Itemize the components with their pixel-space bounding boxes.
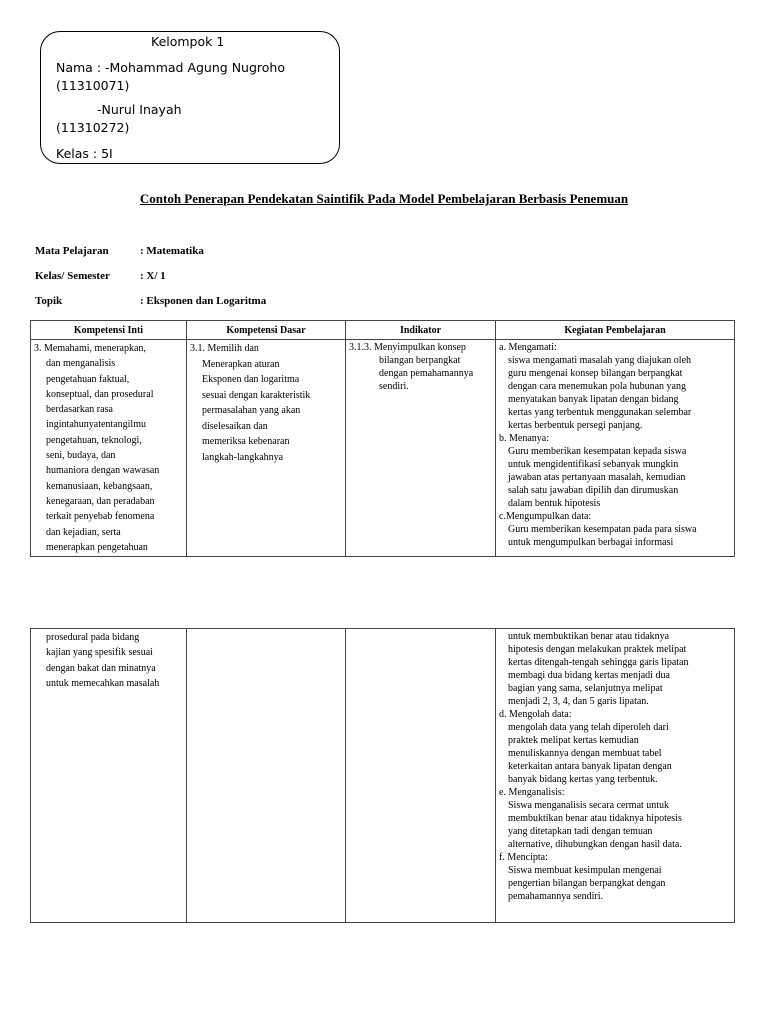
step-line: pemahamannya sendiri. xyxy=(508,891,603,902)
kompetensi-dasar-cell xyxy=(187,629,346,923)
member-name-2: -Nurul Inayah xyxy=(97,102,182,117)
ki-line: kemanusiaan, kebangsaan, xyxy=(46,480,153,492)
step-line: untuk mengumpulkan berbagai informasi xyxy=(508,537,674,548)
meta-class-semester xyxy=(35,270,166,282)
step-line: untuk mengidentifikasi sebanyak mungkin xyxy=(508,459,679,470)
step-heading: f. Mencipta: xyxy=(499,852,548,863)
header-kegiatan: Kegiatan Pembelajaran xyxy=(496,321,735,340)
kd-line: 3.1. Memilih dan xyxy=(190,343,259,354)
kd-line: Eksponen dan logaritma xyxy=(202,374,300,385)
step-heading: d. Mengolah data: xyxy=(499,709,572,720)
meta-value: : X/ 1 xyxy=(140,270,166,282)
step-line: membagi dua bidang kertas menjadi dua xyxy=(508,670,670,681)
step-line: praktek melipat kertas kemudian xyxy=(508,735,639,746)
header-indikator: Indikator xyxy=(346,321,496,340)
ki-line: prosedural pada bidang xyxy=(46,632,140,643)
indikator-line: sendiri. xyxy=(379,381,409,392)
meta-label: Kelas/ Semester xyxy=(35,270,110,282)
kompetensi-inti-cell xyxy=(31,629,187,923)
step-line: Siswa membuat kesimpulan mengenai xyxy=(508,865,662,876)
step-line: salah satu jawaban dipilih dan dirumuskan xyxy=(508,485,679,496)
step-line: alternative, dihubungkan dengan hasil data. xyxy=(508,839,682,850)
step-heading: b. Menanya: xyxy=(499,433,549,444)
ki-line: dan kejadian, serta xyxy=(46,526,121,538)
indikator-line: 3.1.3. Menyimpulkan konsep xyxy=(349,342,466,353)
meta-value: : Eksponen dan Logaritma xyxy=(140,295,267,307)
step-line: membuktikan benar atau tidaknya hipotesis xyxy=(508,813,682,824)
ki-line: 3. Memahami, menerapkan, xyxy=(34,343,146,354)
kompetensi-inti-cell xyxy=(31,340,187,557)
member-name-1: Nama : -Mohammad Agung Nugroho xyxy=(56,60,285,75)
ki-line: kenegaraan, dan peradaban xyxy=(46,495,155,507)
step-heading: e. Menganalisis: xyxy=(499,787,565,798)
step-heading: a. Mengamati: xyxy=(499,342,557,353)
step-line: hipotesis dengan melakukan praktek melipat xyxy=(508,644,687,655)
step-line: mengolah data yang telah diperoleh dari xyxy=(508,722,669,733)
step-line: jawaban atas pertanyaan masalah, kemudian xyxy=(508,472,686,483)
group-heading: Kelompok 1 xyxy=(151,34,225,49)
ki-line: konseptual, dan prosedural xyxy=(46,388,154,400)
class-line: Kelas : 5I xyxy=(56,146,113,161)
step-line: dalam bentuk hipotesis xyxy=(508,498,601,509)
meta-topic xyxy=(35,295,266,307)
step-line: menyatakan banyak lipatan dengan bidang xyxy=(508,394,679,405)
table-row xyxy=(31,629,735,923)
step-line: banyak bidang kertas yang terbentuk. xyxy=(508,774,658,785)
step-line: pengertian bilangan berpangkat dengan xyxy=(508,878,666,889)
step-line: dengan cara menemukan pola hubunan yang xyxy=(508,381,686,392)
step-line: bagian yang sama, selanjutnya melipat xyxy=(508,683,663,694)
ki-line: dan menganalisis xyxy=(46,358,116,370)
ki-line: berdasarkan rasa xyxy=(46,404,113,416)
ki-line: pengetahuan, teknologi, xyxy=(46,434,142,446)
ki-line: kajian yang spesifik sesuai xyxy=(46,647,153,659)
ki-line: untuk memecahkan masalah xyxy=(46,677,160,689)
ki-line: terkait penyebab fenomena xyxy=(46,511,155,523)
group-info-box xyxy=(40,31,340,164)
ki-line: humaniora dengan wawasan xyxy=(46,465,160,477)
ki-line: menerapkan pengetahuan xyxy=(46,541,148,553)
step-line: Guru memberikan kesempatan kepada siswa xyxy=(508,446,687,457)
step-line: kertas berbentuk persegi panjang. xyxy=(508,420,643,431)
step-line: menuliskannya dengan membuat tabel xyxy=(508,748,662,759)
document-title: Contoh Penerapan Pendekatan Saintifik Pada Model Pembelajaran Berbasis Penemuan xyxy=(139,191,629,206)
member-id-2: (11310272) xyxy=(56,120,130,135)
indikator-line: dengan pemahamannya xyxy=(379,368,474,379)
meta-label: Mata Pelajaran xyxy=(35,245,109,257)
kd-line: memeriksa kebenaran xyxy=(202,436,290,447)
kegiatan-cell xyxy=(496,340,735,557)
step-heading: c.Mengumpulkan data: xyxy=(499,511,592,522)
learning-table-part-2 xyxy=(30,628,735,923)
indikator-line: bilangan berpangkat xyxy=(379,355,461,366)
step-line: untuk membuktikan benar atau tidaknya xyxy=(508,631,670,642)
kompetensi-dasar-cell xyxy=(187,340,346,557)
ki-line: pengetahuan faktual, xyxy=(46,373,130,385)
step-line: Siswa menganalisis secara cermat untuk xyxy=(508,800,670,811)
learning-table-part-1 xyxy=(30,320,735,557)
step-line: keterkaitan antara banyak lipatan dengan xyxy=(508,761,672,772)
table-header-row xyxy=(31,321,735,340)
header-kompetensi-dasar: Kompetensi Dasar xyxy=(187,321,346,340)
kd-line: Menerapkan aturan xyxy=(202,358,280,370)
step-line: menjadi 2, 3, 4, dan 5 garis lipatan. xyxy=(508,696,649,707)
step-line: kertas ditengah-tengah sehingga garis lipatan xyxy=(508,657,689,668)
kd-line: langkah-langkahnya xyxy=(202,451,284,463)
header-kompetensi-inti: Kompetensi Inti xyxy=(31,321,187,340)
ki-line: seni, budaya, dan xyxy=(46,450,116,462)
meta-label: Topik xyxy=(35,295,63,307)
member-id-1: (11310071) xyxy=(56,78,130,93)
meta-value: : Matematika xyxy=(140,245,204,257)
step-line: siswa mengamati masalah yang diajukan oleh xyxy=(508,355,692,366)
step-line: kertas yang terbentuk menggunakan selembar xyxy=(508,407,692,418)
step-line: Guru memberikan kesempatan pada para siswa xyxy=(508,524,697,535)
kd-line: sesuai dengan karakteristik xyxy=(202,389,311,401)
indikator-cell xyxy=(346,340,496,557)
indikator-cell xyxy=(346,629,496,923)
ki-line: dengan bakat dan minatnya xyxy=(46,662,156,674)
ki-line: ingintahunyatentangilmu xyxy=(46,419,146,431)
step-line: yang ditetapkan tadi dengan temuan xyxy=(508,826,653,837)
kegiatan-cell xyxy=(496,629,735,923)
kd-line: permasalahan yang akan xyxy=(202,405,301,416)
kd-line: diselesaikan dan xyxy=(202,420,268,432)
meta-subject xyxy=(35,245,204,257)
step-line: guru mengenai konsep bilangan berpangkat xyxy=(508,368,683,379)
table-row xyxy=(31,340,735,557)
